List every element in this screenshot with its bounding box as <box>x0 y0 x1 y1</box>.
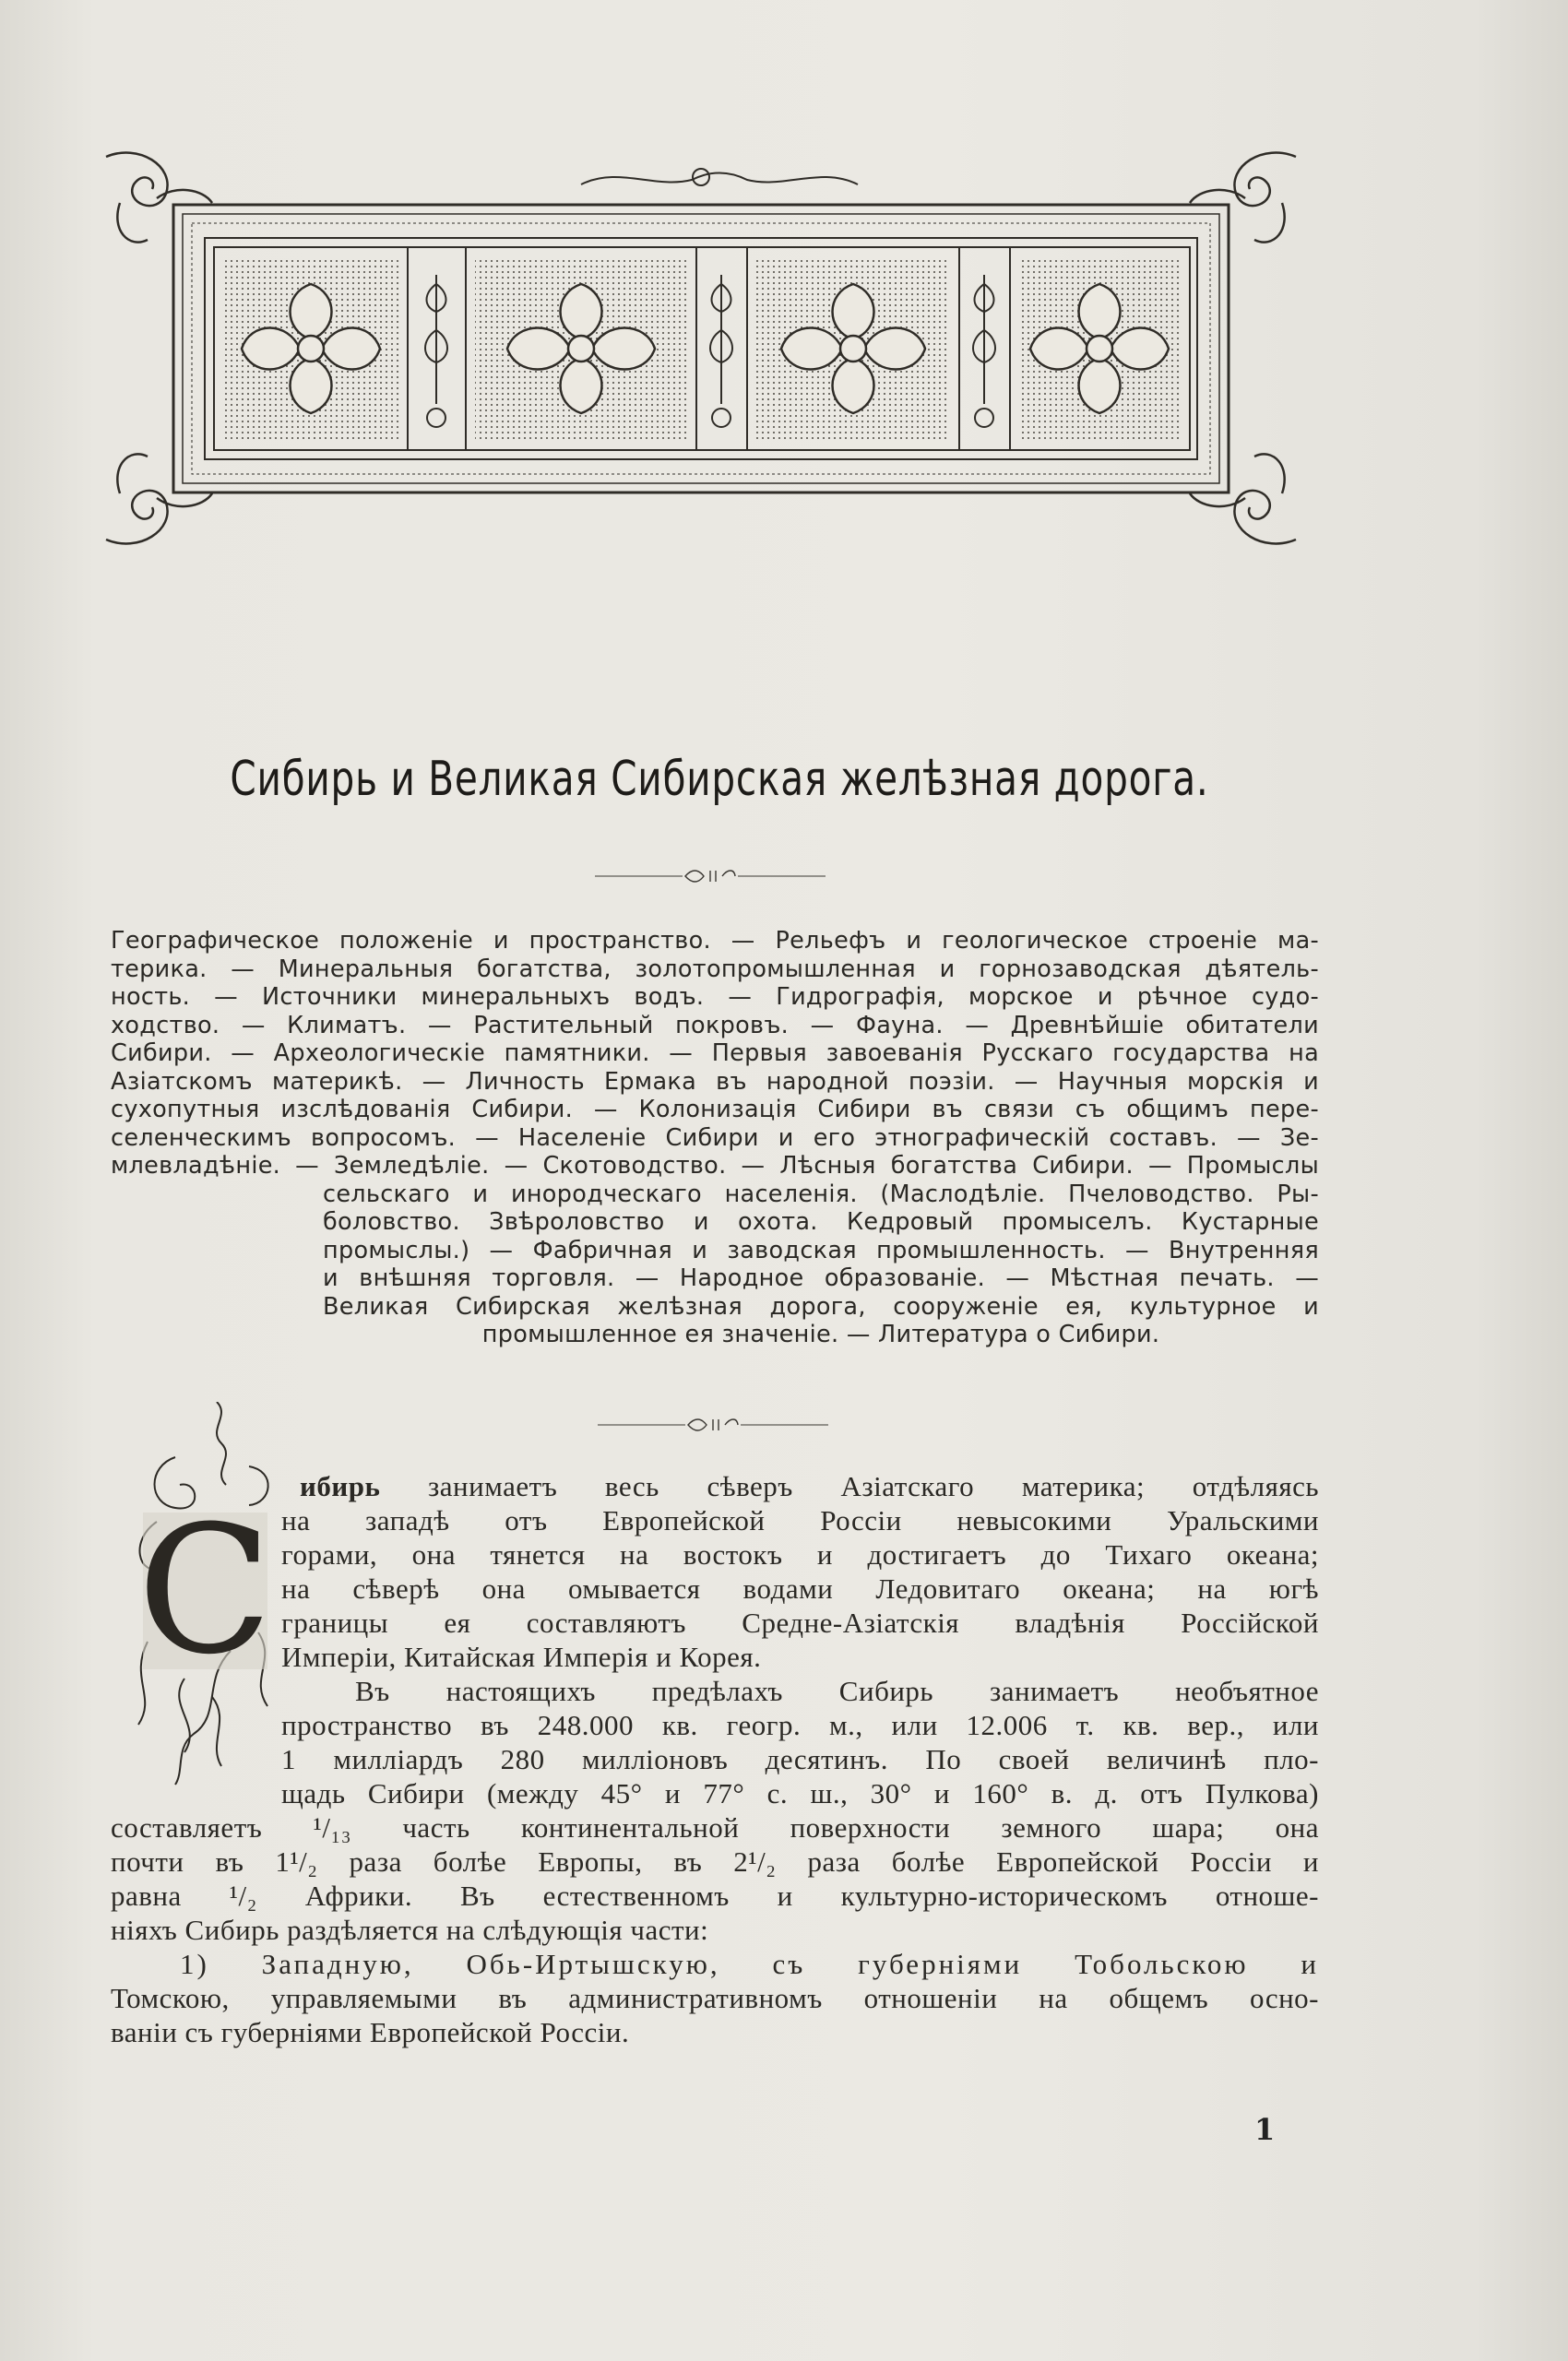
body-line: составляетъ ¹/₁₃ часть континентальной поверхности земного шара; она <box>111 1811 1319 1844</box>
body-line: равна ¹/₂ Африки. Въ естественномъ и культурно-историческомъ отноше- <box>111 1880 1319 1912</box>
summary-line: и внѣшняя торговля. — Народное образованіе. — Мѣстная печать. — <box>323 1264 1319 1292</box>
summary-line: промыслы.) — Фабричная и заводская промышленность. — Внутренняя <box>323 1236 1319 1264</box>
first-word: ибирь <box>300 1470 381 1502</box>
top-flourish <box>581 173 858 185</box>
body-paragraph-2-cont <box>111 1810 1319 1947</box>
body-line: на сѣверѣ она омывается водами Ледовитаго океана; на югѣ <box>281 1572 1319 1605</box>
body-line: занимаетъ весь сѣверъ Азіатскаго материка; отдѣляясь <box>380 1470 1319 1502</box>
corner-scroll-top-left <box>106 153 212 243</box>
body-line: ніяхъ Сибирь раздѣляется на слѣдующія части: <box>111 1914 709 1946</box>
summary-line: ность. — Источники минеральныхъ водъ. — Гидрографія, морское и рѣчное судо- <box>111 983 1319 1011</box>
body-line: ваніи съ губерніями Европейской Россіи. <box>111 2016 630 2048</box>
body-line: горами, она тянется на востокъ и достигаетъ до Тихаго океана; <box>281 1538 1319 1571</box>
summary-line: Географическое положеніе и пространство. — Рельефъ и геологическое строеніе ма- <box>111 927 1319 955</box>
summary-line: Азіатскомъ материкѣ. — Личность Ермака въ народной поэзіи. — Научныя морскія и <box>111 1067 1319 1096</box>
body-line: границы ея составляютъ Средне-Азіатскія владѣнія Россійской <box>281 1607 1319 1639</box>
summary-line: промышленное ея значеніе. — Литература о Сибири. <box>481 1321 1160 1348</box>
summary-line: сухопутныя изслѣдованія Сибири. — Колонизація Сибири въ связи съ общимъ пере- <box>111 1096 1319 1123</box>
summary-line: терика. — Минеральныя богатства, золотопромышленная и горнозаводская дѣятель- <box>111 955 1319 983</box>
corner-scroll-bottom-left <box>106 454 212 543</box>
ornamental-headpiece <box>101 148 1301 549</box>
divider-rule-bottom <box>598 1416 828 1434</box>
summary-line: Великая Сибирская желѣзная дорога, сооруженіе ея, культурное и <box>323 1292 1319 1321</box>
body-line: 1 милліардъ 280 милліоновъ десятинъ. По своей величинѣ пло- <box>281 1743 1319 1775</box>
body-paragraph-2 <box>281 1674 1319 1810</box>
summary-line: млевладѣніе. — Земледѣліе. — Скотоводство. — Лѣсныя богатства Сибири. — Промыслы <box>111 1152 1319 1180</box>
divider-rule-top <box>595 867 826 885</box>
chapter-title: Сибирь и Великая Сибирская желѣзная дорога. <box>230 752 1209 807</box>
summary-line: сельскаго и инородческаго населенія. (Маслодѣліе. Пчеловодство. Ры- <box>323 1180 1319 1208</box>
body-line: щадь Сибири (между 45° и 77° с. ш., 30° и 160° в. д. отъ Пулкова) <box>281 1777 1319 1809</box>
corner-scroll-top-right <box>1190 153 1296 243</box>
body-paragraph-1 <box>281 1503 1319 1674</box>
body-line: Въ настоящихъ предѣлахъ Сибирь занимаетъ необъятное <box>355 1675 1319 1707</box>
summary-line: ходство. — Климатъ. — Растительный покровъ. — Фауна. — Древнѣйшіе обитатели <box>111 1011 1319 1039</box>
body-first-line <box>300 1469 1319 1503</box>
body-line: 1) Западную, Обь-Иртышскую, съ губерніями Тобольскою и <box>180 1948 1319 1980</box>
body-line: Томскою, управляемыми въ административномъ отношеніи на общемъ осно- <box>111 1982 1319 2014</box>
summary-line: Сибири. — Археологическіе памятники. — Первыя завоеванія Русскаго государства на <box>111 1039 1319 1067</box>
decorative-initial <box>120 1402 295 1789</box>
body-paragraph-3 <box>111 1947 1319 2049</box>
corner-scroll-bottom-right <box>1190 454 1296 543</box>
summary-line: боловство. Звѣроловство и охота. Кедровый промыселъ. Кустарные <box>323 1208 1319 1236</box>
summary-line: селенческимъ вопросомъ. — Населеніе Сибири и его этнографическій составъ. — Зе- <box>111 1123 1319 1152</box>
body-line: пространство въ 248.000 кв. геогр. м., или 12.006 т. кв. вер., или <box>281 1709 1319 1741</box>
body-line: Имперіи, Китайская Имперія и Корея. <box>281 1641 762 1673</box>
initial-letter: С <box>137 1489 272 1692</box>
body-line: на западѣ отъ Европейской Россіи невысокими Уральскими <box>281 1504 1319 1536</box>
body-line: почти въ 1¹/₂ раза болѣе Европы, въ 2¹/₂ раза болѣе Европейской Россіи и <box>111 1845 1319 1878</box>
chapter-summary <box>111 927 1319 1349</box>
page-number: 1 <box>1254 2112 1276 2147</box>
